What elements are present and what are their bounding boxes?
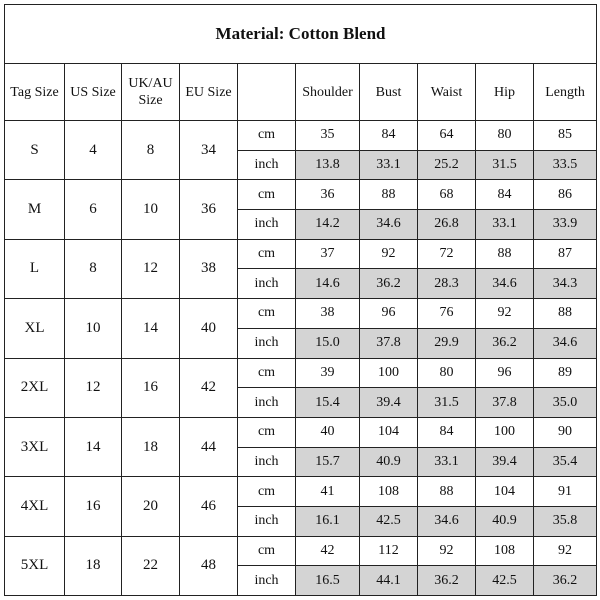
cell-length-cm: 88 xyxy=(534,299,597,329)
cell-waist-inch: 36.2 xyxy=(418,566,476,596)
cell-tag-size: S xyxy=(5,121,65,180)
header-waist: Waist xyxy=(418,64,476,121)
cell-waist-cm: 88 xyxy=(418,477,476,507)
cell-hip-cm: 92 xyxy=(476,299,534,329)
cell-uk-size: 18 xyxy=(122,417,180,476)
header-unit xyxy=(238,64,296,121)
header-length: Length xyxy=(534,64,597,121)
cell-hip-inch: 39.4 xyxy=(476,447,534,477)
cell-shoulder-cm: 36 xyxy=(296,180,360,210)
cell-bust-inch: 44.1 xyxy=(360,566,418,596)
cell-hip-cm: 84 xyxy=(476,180,534,210)
cell-length-cm: 92 xyxy=(534,536,597,566)
cell-waist-cm: 92 xyxy=(418,536,476,566)
cell-shoulder-cm: 38 xyxy=(296,299,360,329)
table-row-cm xyxy=(5,536,597,566)
cell-tag-size: XL xyxy=(5,299,65,358)
cell-length-inch: 33.5 xyxy=(534,150,597,180)
header-bust: Bust xyxy=(360,64,418,121)
cell-unit: cm xyxy=(238,180,296,210)
cell-shoulder-cm: 39 xyxy=(296,358,360,388)
cell-unit: cm xyxy=(238,417,296,447)
cell-bust-inch: 36.2 xyxy=(360,269,418,299)
cell-unit: cm xyxy=(238,299,296,329)
table-row-cm xyxy=(5,358,597,388)
cell-uk-size: 22 xyxy=(122,536,180,595)
cell-bust-inch: 42.5 xyxy=(360,506,418,536)
cell-shoulder-cm: 40 xyxy=(296,417,360,447)
cell-us-size: 4 xyxy=(65,121,122,180)
cell-unit: cm xyxy=(238,477,296,507)
cell-waist-inch: 28.3 xyxy=(418,269,476,299)
cell-unit: cm xyxy=(238,358,296,388)
cell-length-inch: 33.9 xyxy=(534,210,597,240)
cell-waist-cm: 76 xyxy=(418,299,476,329)
cell-length-inch: 34.6 xyxy=(534,328,597,358)
cell-eu-size: 40 xyxy=(180,299,238,358)
cell-hip-inch: 31.5 xyxy=(476,150,534,180)
size-chart xyxy=(4,4,596,596)
cell-bust-cm: 112 xyxy=(360,536,418,566)
table-row-cm xyxy=(5,121,597,151)
cell-length-cm: 89 xyxy=(534,358,597,388)
cell-eu-size: 34 xyxy=(180,121,238,180)
cell-unit: cm xyxy=(238,536,296,566)
cell-length-cm: 86 xyxy=(534,180,597,210)
cell-tag-size: 2XL xyxy=(5,358,65,417)
cell-us-size: 16 xyxy=(65,477,122,536)
cell-waist-cm: 64 xyxy=(418,121,476,151)
cell-bust-cm: 84 xyxy=(360,121,418,151)
cell-hip-cm: 96 xyxy=(476,358,534,388)
header-us-size: US Size xyxy=(65,64,122,121)
cell-hip-inch: 42.5 xyxy=(476,566,534,596)
cell-us-size: 12 xyxy=(65,358,122,417)
cell-shoulder-inch: 16.5 xyxy=(296,566,360,596)
cell-uk-size: 8 xyxy=(122,121,180,180)
cell-bust-inch: 40.9 xyxy=(360,447,418,477)
cell-shoulder-inch: 15.7 xyxy=(296,447,360,477)
cell-hip-inch: 34.6 xyxy=(476,269,534,299)
cell-waist-cm: 68 xyxy=(418,180,476,210)
cell-length-cm: 91 xyxy=(534,477,597,507)
cell-length-inch: 35.0 xyxy=(534,388,597,418)
cell-unit: cm xyxy=(238,121,296,151)
cell-length-cm: 87 xyxy=(534,239,597,269)
table-row-cm xyxy=(5,477,597,507)
cell-hip-cm: 100 xyxy=(476,417,534,447)
cell-unit: inch xyxy=(238,566,296,596)
cell-shoulder-inch: 14.2 xyxy=(296,210,360,240)
cell-us-size: 14 xyxy=(65,417,122,476)
cell-bust-inch: 39.4 xyxy=(360,388,418,418)
cell-shoulder-inch: 15.4 xyxy=(296,388,360,418)
cell-waist-cm: 80 xyxy=(418,358,476,388)
cell-us-size: 18 xyxy=(65,536,122,595)
cell-eu-size: 46 xyxy=(180,477,238,536)
cell-waist-cm: 84 xyxy=(418,417,476,447)
cell-waist-inch: 26.8 xyxy=(418,210,476,240)
cell-unit: inch xyxy=(238,388,296,418)
cell-bust-cm: 100 xyxy=(360,358,418,388)
cell-hip-cm: 80 xyxy=(476,121,534,151)
cell-bust-cm: 92 xyxy=(360,239,418,269)
cell-unit: cm xyxy=(238,239,296,269)
table-row-cm xyxy=(5,239,597,269)
cell-length-cm: 85 xyxy=(534,121,597,151)
cell-us-size: 8 xyxy=(65,239,122,298)
cell-waist-cm: 72 xyxy=(418,239,476,269)
cell-hip-cm: 108 xyxy=(476,536,534,566)
cell-eu-size: 44 xyxy=(180,417,238,476)
cell-tag-size: 3XL xyxy=(5,417,65,476)
cell-waist-inch: 33.1 xyxy=(418,447,476,477)
cell-bust-cm: 108 xyxy=(360,477,418,507)
cell-uk-size: 20 xyxy=(122,477,180,536)
cell-eu-size: 36 xyxy=(180,180,238,239)
cell-shoulder-inch: 16.1 xyxy=(296,506,360,536)
cell-shoulder-cm: 37 xyxy=(296,239,360,269)
cell-length-inch: 36.2 xyxy=(534,566,597,596)
cell-shoulder-inch: 14.6 xyxy=(296,269,360,299)
table-row-cm xyxy=(5,417,597,447)
table-row-cm xyxy=(5,299,597,329)
cell-waist-inch: 25.2 xyxy=(418,150,476,180)
table-title: Material: Cotton Blend xyxy=(5,5,597,64)
cell-shoulder-cm: 35 xyxy=(296,121,360,151)
cell-shoulder-cm: 41 xyxy=(296,477,360,507)
cell-shoulder-inch: 15.0 xyxy=(296,328,360,358)
cell-hip-inch: 37.8 xyxy=(476,388,534,418)
cell-bust-cm: 88 xyxy=(360,180,418,210)
cell-bust-inch: 37.8 xyxy=(360,328,418,358)
cell-tag-size: L xyxy=(5,239,65,298)
cell-unit: inch xyxy=(238,269,296,299)
cell-hip-inch: 36.2 xyxy=(476,328,534,358)
cell-hip-cm: 104 xyxy=(476,477,534,507)
header-eu-size: EU Size xyxy=(180,64,238,121)
cell-unit: inch xyxy=(238,328,296,358)
cell-bust-cm: 104 xyxy=(360,417,418,447)
cell-us-size: 6 xyxy=(65,180,122,239)
cell-unit: inch xyxy=(238,447,296,477)
cell-uk-size: 14 xyxy=(122,299,180,358)
cell-shoulder-inch: 13.8 xyxy=(296,150,360,180)
cell-eu-size: 42 xyxy=(180,358,238,417)
cell-length-inch: 35.4 xyxy=(534,447,597,477)
header-tag-size: Tag Size xyxy=(5,64,65,121)
cell-hip-inch: 40.9 xyxy=(476,506,534,536)
cell-length-inch: 34.3 xyxy=(534,269,597,299)
cell-unit: inch xyxy=(238,506,296,536)
header-shoulder: Shoulder xyxy=(296,64,360,121)
cell-unit: inch xyxy=(238,150,296,180)
cell-length-cm: 90 xyxy=(534,417,597,447)
cell-eu-size: 48 xyxy=(180,536,238,595)
cell-uk-size: 10 xyxy=(122,180,180,239)
table-body xyxy=(5,121,597,596)
cell-uk-size: 16 xyxy=(122,358,180,417)
cell-unit: inch xyxy=(238,210,296,240)
size-chart-table xyxy=(4,4,597,596)
cell-tag-size: 5XL xyxy=(5,536,65,595)
header-hip: Hip xyxy=(476,64,534,121)
cell-waist-inch: 31.5 xyxy=(418,388,476,418)
cell-shoulder-cm: 42 xyxy=(296,536,360,566)
header-uk-au-size: UK/AU Size xyxy=(122,64,180,121)
cell-waist-inch: 34.6 xyxy=(418,506,476,536)
cell-bust-inch: 34.6 xyxy=(360,210,418,240)
cell-hip-cm: 88 xyxy=(476,239,534,269)
cell-eu-size: 38 xyxy=(180,239,238,298)
cell-us-size: 10 xyxy=(65,299,122,358)
cell-bust-cm: 96 xyxy=(360,299,418,329)
cell-tag-size: 4XL xyxy=(5,477,65,536)
cell-waist-inch: 29.9 xyxy=(418,328,476,358)
cell-length-inch: 35.8 xyxy=(534,506,597,536)
cell-tag-size: M xyxy=(5,180,65,239)
cell-bust-inch: 33.1 xyxy=(360,150,418,180)
cell-hip-inch: 33.1 xyxy=(476,210,534,240)
table-row-cm xyxy=(5,180,597,210)
cell-uk-size: 12 xyxy=(122,239,180,298)
